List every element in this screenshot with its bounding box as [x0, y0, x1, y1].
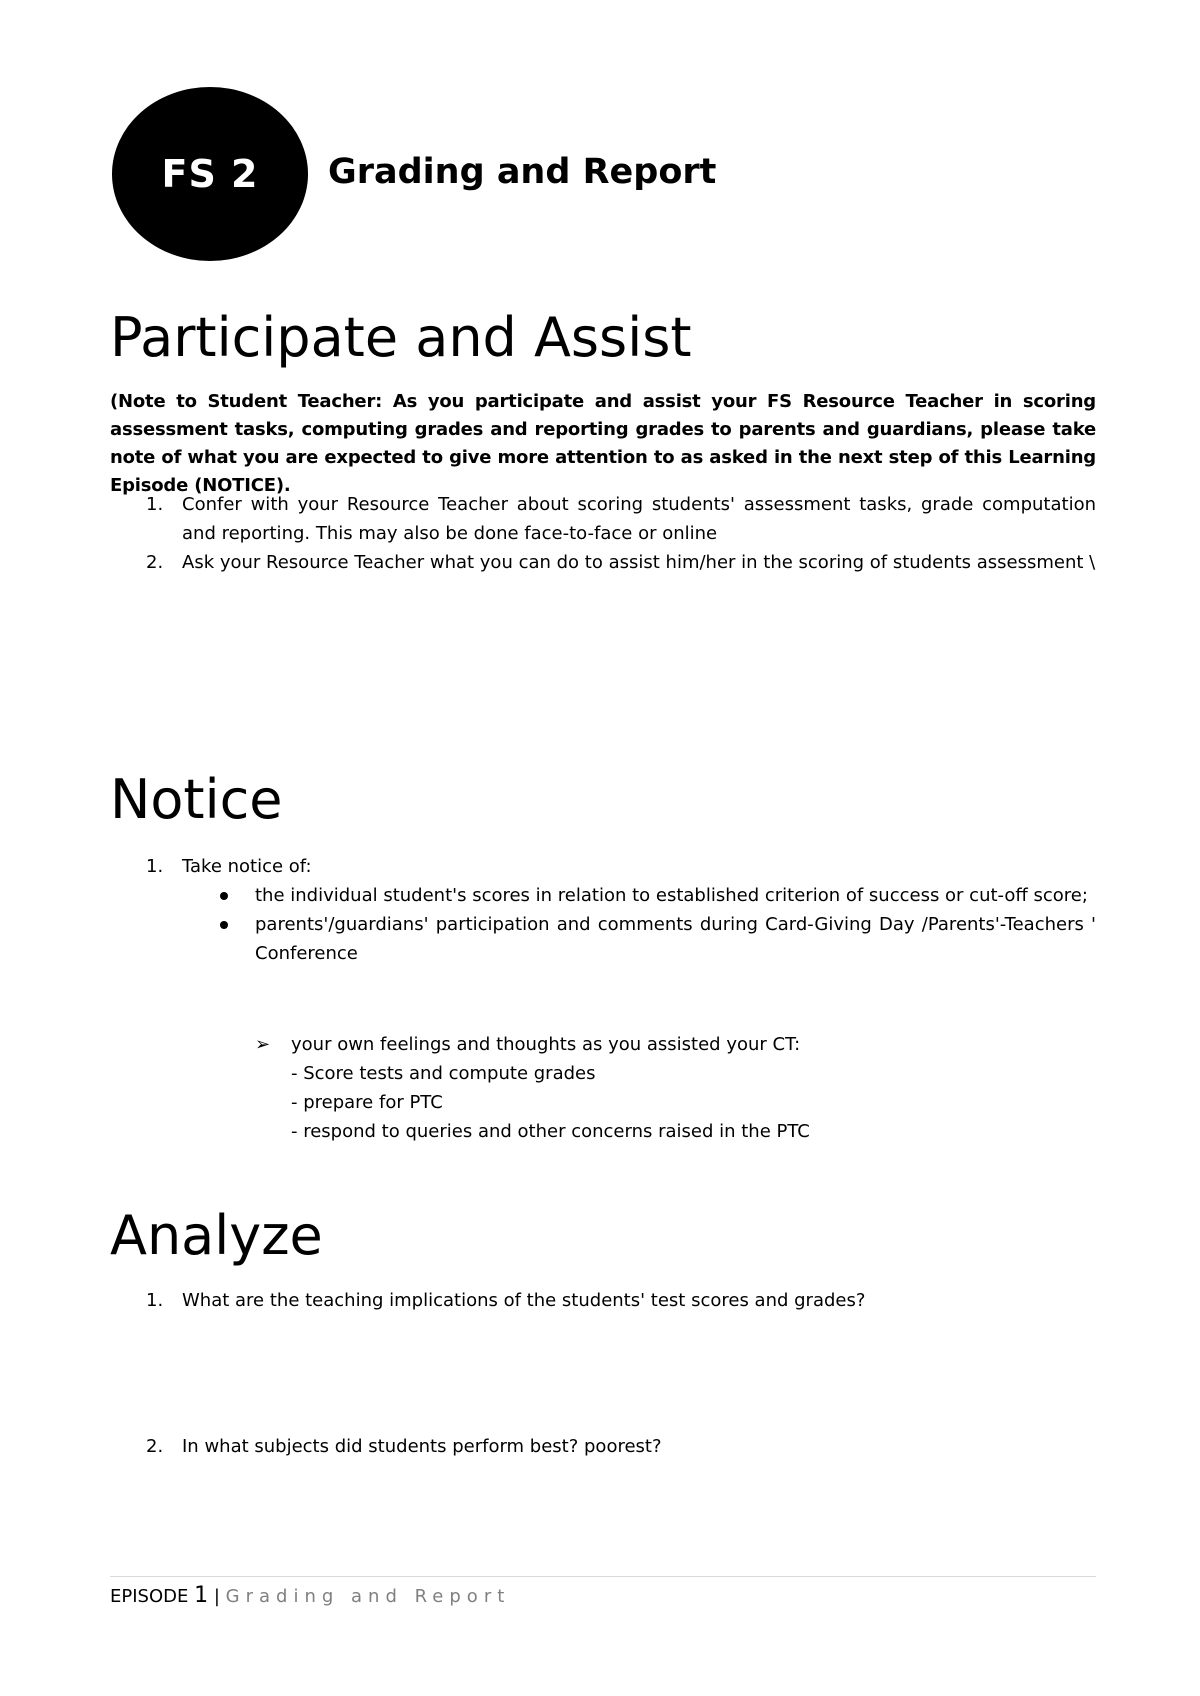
list-item-text: Take notice of: — [182, 856, 312, 877]
arrow-line: - prepare for PTC — [291, 1092, 443, 1113]
bullet-dot-icon — [220, 892, 228, 900]
arrow-line: your own feelings and thoughts as you assisted your CT: — [291, 1034, 801, 1055]
footer-subtitle: Grading and Report — [225, 1586, 511, 1607]
badge-label: FS 2 — [161, 152, 259, 196]
list-item — [110, 548, 1096, 577]
list-item — [110, 852, 1096, 968]
list-item — [110, 1432, 1096, 1461]
list-item — [110, 490, 1096, 548]
bullet-text: the individual student's scores in relation to established criterion of success or cut-off score; — [255, 885, 1088, 906]
analyze-question-1 — [110, 1286, 1096, 1315]
list-number: 1. — [146, 856, 164, 877]
footer-separator: | — [213, 1586, 220, 1607]
list-item-text: Ask your Resource Teacher what you can do to assist him/her in the scoring of students assessment \ — [182, 552, 1096, 573]
bullet-item — [110, 910, 1096, 968]
list-number: 2. — [146, 1436, 164, 1457]
footer-episode-label: EPISODE — [110, 1586, 189, 1607]
list-number: 2. — [146, 552, 164, 573]
section-heading-notice: Notice — [110, 768, 283, 831]
arrow-item-lines — [255, 1030, 1095, 1146]
bullet-item — [110, 881, 1096, 910]
arrow-line: - respond to queries and other concerns raised in the PTC — [291, 1121, 810, 1142]
notice-bullet-list — [182, 881, 1096, 968]
arrow-line: - Score tests and compute grades — [291, 1063, 596, 1084]
section-heading-participate: Participate and Assist — [110, 306, 692, 369]
bullet-dot-icon — [220, 921, 228, 929]
fs2-badge — [112, 87, 308, 261]
participate-list — [110, 490, 1096, 577]
document-title: Grading and Report — [328, 152, 717, 192]
list-item-text: What are the teaching implications of the students' test scores and grades? — [182, 1290, 866, 1311]
notice-list — [110, 852, 1096, 968]
bullet-text: parents'/guardians' participation and comments during Card-Giving Day /Parents'-Teachers ' Conference — [255, 914, 1096, 964]
list-item-text: In what subjects did students perform best? poorest? — [182, 1436, 662, 1457]
footer-episode-number: 1 — [194, 1583, 209, 1608]
section-heading-analyze: Analyze — [110, 1204, 323, 1267]
page-footer — [110, 1582, 510, 1611]
footer-divider — [110, 1576, 1096, 1577]
arrow-bullet-icon: ➢ — [255, 1034, 271, 1055]
analyze-question-2 — [110, 1432, 1096, 1461]
list-item-text: Confer with your Resource Teacher about scoring students' assessment tasks, grade computation and reporting. This may also be done face-to-face or online — [182, 494, 1096, 544]
feelings-arrow-item — [255, 1030, 1095, 1146]
list-item — [110, 1286, 1096, 1315]
student-teacher-note: (Note to Student Teacher: As you participate and assist your FS Resource Teacher in scoring assessment tasks, computing grades and reporting grades to parents and guardians, please take note of what you are expected to give more attention to as asked in the next step of this Learning Episode (NOTICE). — [110, 391, 1096, 496]
list-number: 1. — [146, 1290, 164, 1311]
list-number: 1. — [146, 494, 164, 515]
